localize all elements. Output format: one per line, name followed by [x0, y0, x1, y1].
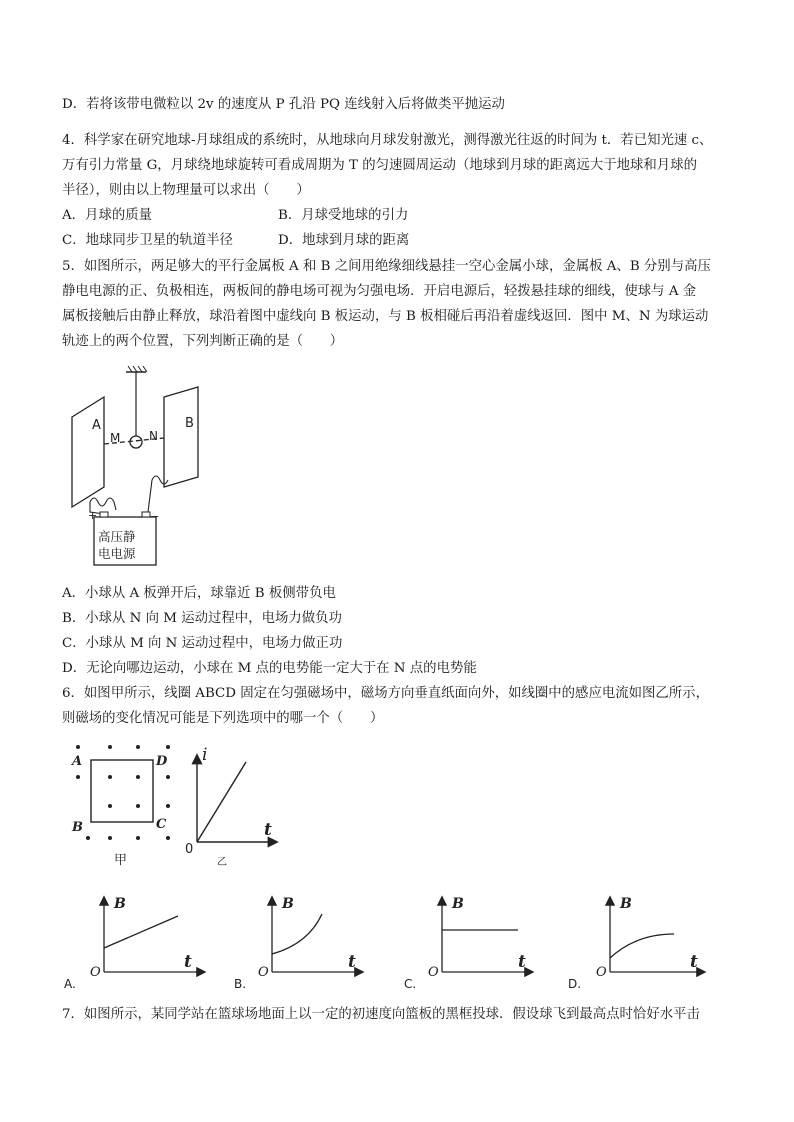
graph-a-label: A. [64, 977, 76, 991]
graph-a-x-label: t [184, 952, 192, 972]
plate-a [72, 397, 104, 507]
q5-option-b: B．小球从 N 向 M 运动过程中，电场力做负功 [62, 611, 342, 626]
corner-d: D [156, 754, 168, 769]
graph-d-y-label: B [620, 896, 632, 912]
q7-stem-line1: 7．如图所示，某同学站在篮球场地面上以一定的初速度向篮板的黑框投球．假设球飞到最高点时恰好水平击 [62, 1007, 700, 1022]
graph-a-origin: O [90, 965, 101, 980]
label-n: N [149, 429, 158, 443]
source-line1: 高压静 [98, 529, 136, 544]
q6-graph-c [400, 892, 550, 992]
yi-x-label: t [264, 820, 272, 840]
corner-a: A [72, 754, 83, 769]
q4-option-b: B．月球受地球的引力 [278, 208, 409, 223]
graph-c-origin: O [428, 965, 439, 980]
source-line2: 电电源 [98, 546, 136, 561]
caption-jia: 甲 [114, 853, 128, 868]
graph-c-y-label: B [452, 896, 464, 912]
yi-y-label: i [202, 745, 208, 765]
coil-abcd [91, 760, 153, 822]
graph-b-y-label: B [282, 896, 294, 912]
graph-d-label: D. [568, 977, 582, 991]
q6-graph-a [60, 892, 210, 992]
q4-stem-line2: 万有引力常量 G，月球绕地球旋转可看成周期为 T 的匀速圆周运动（地球到月球的距离远大于地球和月球的 [62, 158, 697, 173]
minus-sign: − [150, 510, 160, 523]
graph-b-origin: O [258, 965, 269, 980]
q6-stem-line1: 6．如图甲所示，线圈 ABCD 固定在匀强磁场中，磁场方向垂直纸面向外，如线圈中的感应电流如图乙所示， [62, 686, 709, 701]
q5-option-c: C．小球从 M 向 N 运动过程中，电场力做正功 [62, 636, 343, 651]
graph-b-label: B. [234, 977, 247, 991]
caption-yi: 乙 [217, 857, 227, 868]
q6-graph-b [230, 892, 380, 992]
q4-option-c: C．地球同步卫星的轨道半径 [62, 233, 233, 248]
corner-b: B [72, 820, 83, 835]
q5-stem-line1: 5．如图所示，两足够大的平行金属板 A 和 B 之间用绝缘细线悬挂一空心金属小球，金属板 A、B 分别与高压 [62, 259, 711, 274]
q4-option-d: D．地球到月球的距离 [278, 233, 410, 248]
q5-option-d: D．无论向哪边运动，小球在 M 点的电势能一定大于在 N 点的电势能 [62, 661, 477, 676]
graph-d-origin: O [596, 965, 607, 980]
q5-figure [60, 362, 210, 572]
q5-stem-line2: 静电电源的正、负极相连，两板间的静电场可视为匀强电场．开启电源后，轻拨悬挂球的细线，使球与 A 金 [62, 284, 697, 299]
metal-ball [130, 436, 142, 448]
q6-graph-d [566, 892, 716, 992]
plus-sign: + [88, 509, 98, 522]
q3-option-d: D．若将该带电微粒以 2v 的速度从 P 孔沿 PQ 连线射入后将做类平抛运动 [62, 97, 505, 112]
label-m: M [110, 431, 121, 445]
yi-origin: 0 [185, 842, 194, 857]
label-b: B [185, 416, 194, 431]
q6-fig-jia [66, 742, 181, 870]
graph-a-y-label: B [114, 896, 126, 912]
label-a: A [92, 418, 101, 433]
corner-c: C [156, 817, 167, 832]
current-line [197, 762, 246, 842]
q4-option-a: A．月球的质量 [62, 208, 153, 223]
graph-b-x-label: t [348, 952, 356, 972]
graph-c-label: C. [404, 977, 417, 991]
graph-c-x-label: t [518, 952, 526, 972]
q5-option-a: A．小球从 A 板弹开后，球靠近 B 板侧带负电 [62, 586, 336, 601]
q6-fig-yi [182, 742, 282, 870]
q6-stem-line2: 则磁场的变化情况可能是下列选项中的哪一个（ ） [62, 711, 384, 726]
q5-stem-line4: 轨迹上的两个位置，下列判断正确的是（ ） [62, 334, 344, 349]
q4-stem-line1: 4．科学家在研究地球-月球组成的系统时，从地球向月球发射激光，测得激光往返的时间为 t．若已知光速 c、 [62, 133, 713, 148]
q4-stem-line3: 半径），则由以上物理量可以求出（ ） [62, 183, 310, 198]
plate-b [164, 387, 198, 487]
graph-d-x-label: t [690, 952, 698, 972]
q5-stem-line3: 属板接触后由静止释放，球沿着图中虚线向 B 板运动，与 B 板相碰后再沿着虚线返回．图中 M、N 为球运动 [62, 309, 709, 324]
